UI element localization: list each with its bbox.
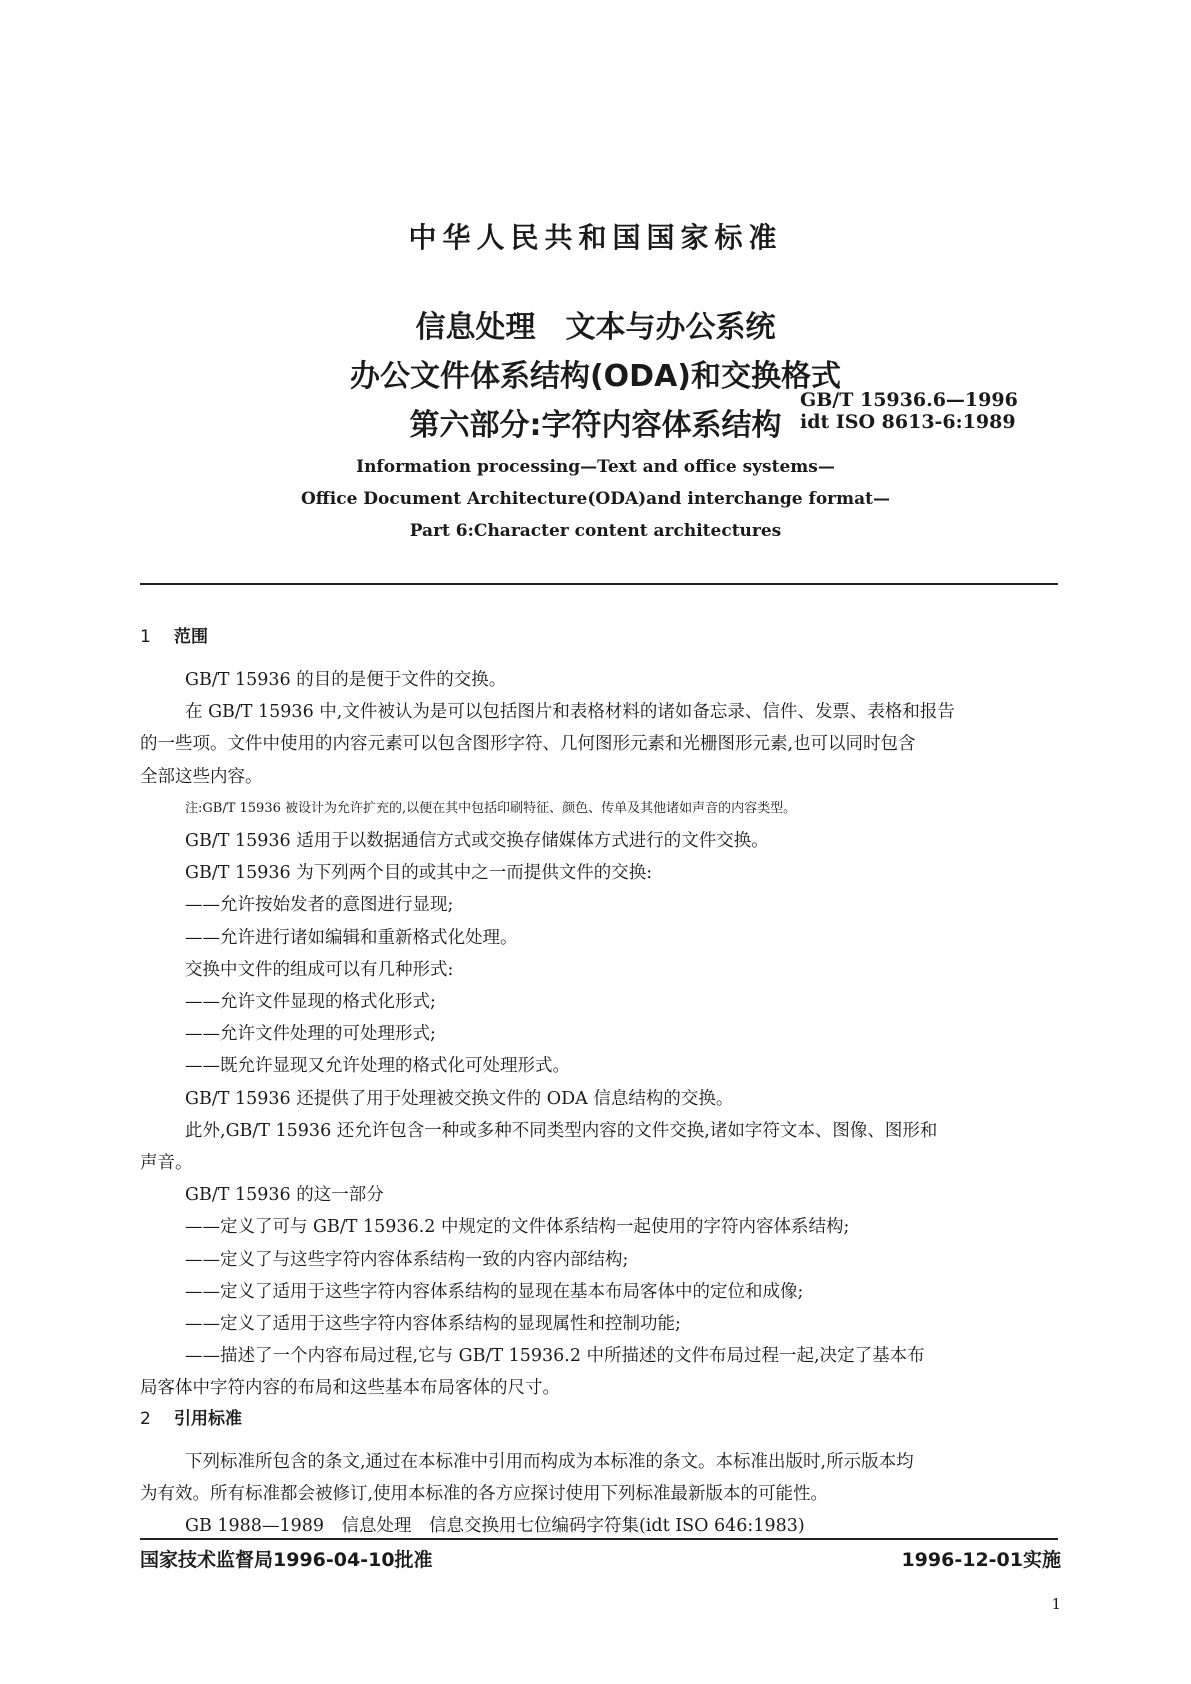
paragraph-line: ——既允许显现又允许处理的格式化可处理形式。: [185, 1056, 570, 1077]
approval-date: 国家技术监督局1996-04-10批准: [140, 1549, 433, 1571]
paragraph-line: ——定义了适用于这些字符内容体系结构的显现在基本布局客体中的定位和成像;: [185, 1281, 804, 1302]
paragraph-line: GB/T 15936 的目的是便于文件的交换。: [185, 670, 507, 690]
paragraph-line: GB/T 15936 适用于以数据通信方式或交换存储媒体方式进行的文件交换。: [185, 831, 769, 852]
paragraph-line: 交换中文件的组成可以有几种形式:: [185, 959, 454, 980]
note-paragraph: 注:GB/T 15936 被设计为允许扩充的,以便在其中包括印刷特征、颜色、传单及其他诸如声音的内容类型。: [185, 800, 797, 816]
paragraph-line: ——允许进行诸如编辑和重新格式化处理。: [185, 927, 518, 948]
paragraph-line: ——允许文件显现的格式化形式;: [185, 992, 436, 1013]
section-1-body: [140, 664, 1058, 1405]
gb-number: GB/T 15936.6—1996: [800, 389, 1018, 411]
paragraph-line: GB/T 15936 还提供了用于处理被交换文件的 ODA 信息结构的交换。: [185, 1088, 734, 1109]
paragraph-line: 下列标准所包含的条文,通过在本标准中引用而构成为本标准的条文。本标准出版时,所示版本均: [185, 1452, 914, 1472]
chinese-title-line-2: 办公文件体系结构(ODA)和交换格式: [349, 359, 842, 394]
header-divider: [140, 583, 1058, 585]
chinese-title-line-3: 第六部分:字符内容体系结构: [409, 408, 782, 443]
idt-reference: idt ISO 8613-6:1989: [800, 411, 1016, 433]
paragraph-line: 为有效。所有标准都会被修订,使用本标准的各方应探讨使用下列标准最新版本的可能性。: [140, 1484, 829, 1505]
paragraph-line: 声音。: [140, 1153, 193, 1174]
english-title-line-1: Information processing—Text and office systems—: [356, 457, 835, 477]
paragraph-line: 全部这些内容。: [140, 766, 263, 787]
section-title: 范围: [174, 627, 208, 647]
section-title: 引用标准: [174, 1409, 242, 1429]
section-number: 1: [140, 627, 151, 647]
english-title-line-3: Part 6:Character content architectures: [409, 521, 782, 541]
paragraph-line: GB/T 15936 的这一部分: [185, 1185, 384, 1206]
page-number: 1: [1051, 1595, 1061, 1613]
paragraph-line: 局客体中字符内容的布局和这些基本布局客体的尺寸。: [140, 1378, 560, 1399]
paragraph-line: ——定义了与这些字符内容体系结构一致的内容内部结构;: [185, 1249, 629, 1270]
paragraph-line: 此外,GB/T 15936 还允许包含一种或多种不同类型内容的文件交换,诸如字符文本、图像、图形和: [185, 1120, 938, 1141]
english-title-line-2: Office Document Architecture(ODA)and interchange format—: [301, 489, 890, 509]
paragraph-line: ——定义了可与 GB/T 15936.2 中规定的文件体系结构一起使用的字符内容体系结构;: [185, 1217, 850, 1238]
standard-code-block: [800, 389, 1018, 433]
paragraph-line: GB/T 15936 为下列两个目的或其中之一而提供文件的交换:: [185, 863, 653, 884]
national-standard-heading: 中华人民共和国国家标准: [408, 221, 783, 254]
footer-divider: [140, 1538, 1058, 1540]
section-2-body: [140, 1446, 1058, 1543]
section-1-heading: [140, 622, 208, 647]
implementation-date: 1996-12-01实施: [901, 1549, 1061, 1571]
paragraph-line: ——允许按始发者的意图进行显现;: [185, 895, 454, 916]
paragraph-line: ——定义了适用于这些字符内容体系结构的显现属性和控制功能;: [185, 1314, 681, 1335]
section-2-heading: [140, 1404, 242, 1429]
paragraph-line: GB 1988—1989 信息处理 信息交换用七位编码字符集(idt ISO 646:1983): [185, 1516, 805, 1537]
paragraph-line: 的一些项。文件中使用的内容元素可以包含图形字符、几何图形元素和光栅图形元素,也可以同时包含: [140, 734, 916, 755]
chinese-title-line-1: 信息处理 文本与办公系统: [415, 310, 776, 345]
paragraph-line: ——允许文件处理的可处理形式;: [185, 1024, 436, 1045]
section-number: 2: [140, 1409, 151, 1429]
paragraph-line: 在 GB/T 15936 中,文件被认为是可以包括图片和表格材料的诸如备忘录、信件、发票、表格和报告: [185, 702, 955, 723]
paragraph-line: ——描述了一个内容布局过程,它与 GB/T 15936.2 中所描述的文件布局过程一起,决定了基本布: [185, 1346, 925, 1367]
